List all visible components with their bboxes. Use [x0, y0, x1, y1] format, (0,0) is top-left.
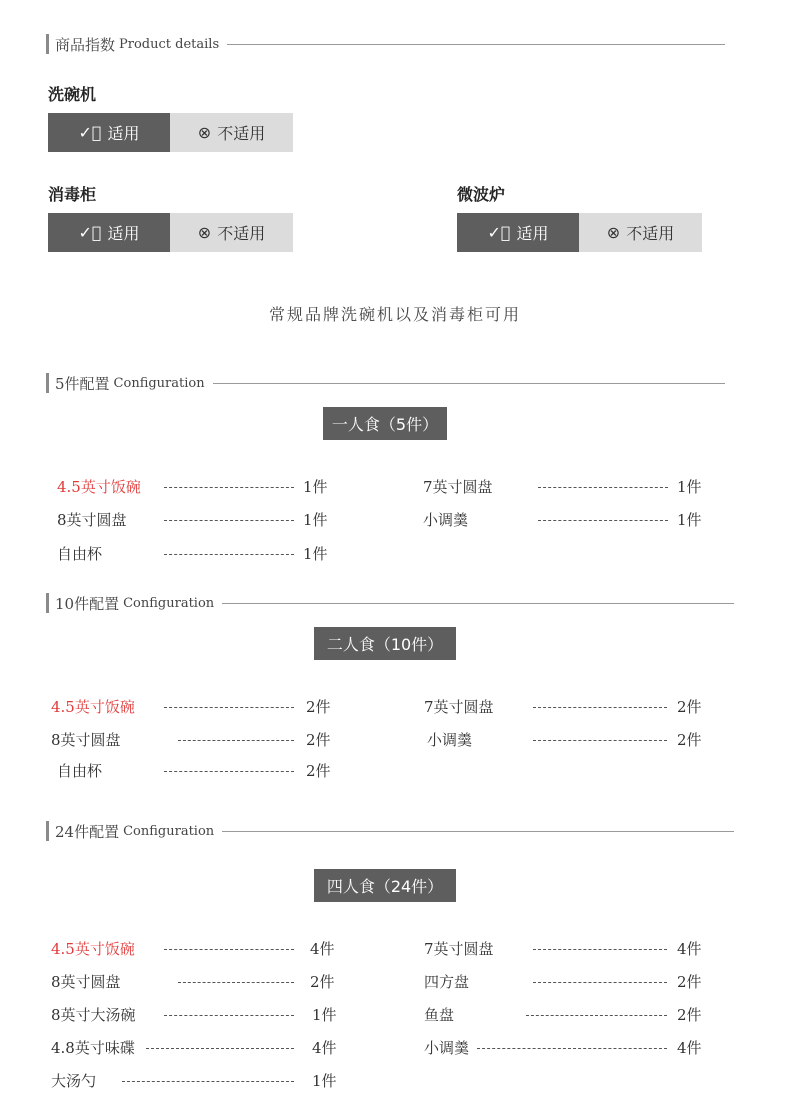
leader-dots: [178, 982, 294, 983]
item-qty: 1件: [312, 1072, 337, 1090]
cross-circle-icon: ⊗: [606, 223, 621, 242]
item-qty: 2件: [677, 731, 702, 749]
dishwasher-label: 洗碗机: [48, 85, 97, 104]
item-name: 小调羹: [423, 511, 469, 529]
leader-dots: [164, 707, 294, 708]
item-qty: 2件: [677, 1006, 702, 1024]
microwave-no-option: [579, 213, 702, 252]
sterilizer-no-option: [170, 213, 293, 252]
item-name: 8英寸圆盘: [57, 511, 127, 529]
dishwasher-yes-label: 适用: [107, 124, 140, 143]
item-name: 7英寸圆盘: [423, 478, 493, 496]
leader-dots: [164, 554, 294, 555]
section-title-zh: 商品指数: [55, 35, 116, 54]
item-name: 小调羹: [424, 1039, 470, 1057]
dishwasher-yes-option: [48, 113, 170, 152]
leader-dots: [526, 1015, 667, 1016]
item-qty: 2件: [306, 762, 331, 780]
item-name: 自由杯: [57, 762, 103, 780]
leader-dots: [178, 740, 294, 741]
cross-circle-icon: ⊗: [197, 123, 212, 142]
item-name: 鱼盘: [424, 1006, 455, 1024]
microwave-yes-option: [457, 213, 579, 252]
dishwasher-no-label: 不适用: [217, 124, 266, 143]
item-name: 4.5英寸饭碗: [51, 698, 135, 716]
sterilizer-yes-option: [48, 213, 170, 252]
item-name: 小调羹: [427, 731, 473, 749]
item-qty: 2件: [306, 698, 331, 716]
section-rule: [222, 831, 734, 832]
set-size-pill: 二人食（10件）: [314, 627, 456, 660]
item-qty: 2件: [677, 698, 702, 716]
section-header-product-details: [46, 33, 725, 55]
check-circle-icon: ✓⃝: [487, 223, 511, 242]
item-qty: 1件: [303, 478, 328, 496]
item-qty: 1件: [312, 1006, 337, 1024]
item-qty: 2件: [677, 973, 702, 991]
sterilizer-yes-label: 适用: [107, 224, 140, 243]
item-name: 4.5英寸饭碗: [57, 478, 141, 496]
section-header-config-10: [46, 592, 734, 614]
microwave-toggle: [457, 213, 702, 252]
leader-dots: [146, 1048, 294, 1049]
section-title-zh: 10件配置: [55, 594, 120, 613]
microwave-yes-label: 适用: [516, 224, 549, 243]
leader-dots: [164, 771, 294, 772]
leader-dots: [164, 487, 294, 488]
compatibility-notice: 常规品牌洗碗机以及消毒柜可用: [268, 305, 521, 324]
item-name: 大汤勺: [51, 1072, 97, 1090]
section-rule: [213, 383, 725, 384]
sterilizer-label: 消毒柜: [48, 185, 97, 204]
leader-dots: [533, 982, 667, 983]
section-accent-bar: [46, 593, 49, 613]
item-qty: 1件: [677, 478, 702, 496]
item-qty: 1件: [677, 511, 702, 529]
item-qty: 4件: [310, 940, 335, 958]
leader-dots: [533, 707, 667, 708]
leader-dots: [538, 487, 668, 488]
item-qty: 4件: [677, 940, 702, 958]
section-accent-bar: [46, 373, 49, 393]
item-name: 7英寸圆盘: [424, 698, 494, 716]
section-accent-bar: [46, 34, 49, 54]
item-name: 7英寸圆盘: [424, 940, 494, 958]
dishwasher-no-option: [170, 113, 293, 152]
leader-dots: [533, 740, 667, 741]
item-name: 4.5英寸饭碗: [51, 940, 135, 958]
item-name: 自由杯: [57, 545, 103, 563]
microwave-no-label: 不适用: [626, 224, 675, 243]
section-title-en: Configuration: [123, 595, 215, 611]
item-qty: 2件: [306, 731, 331, 749]
sterilizer-toggle: [48, 213, 293, 252]
leader-dots: [164, 1015, 294, 1016]
sterilizer-no-label: 不适用: [217, 224, 266, 243]
item-qty: 4件: [677, 1039, 702, 1057]
section-title-zh: 24件配置: [55, 822, 120, 841]
dishwasher-toggle: [48, 113, 293, 152]
item-name: 四方盘: [424, 973, 470, 991]
item-name: 8英寸大汤碗: [51, 1006, 136, 1024]
section-title-en: Configuration: [113, 375, 205, 391]
leader-dots: [164, 520, 294, 521]
section-title-en: Product details: [119, 36, 220, 52]
leader-dots: [538, 520, 668, 521]
section-title-zh: 5件配置: [55, 374, 110, 393]
check-circle-icon: ✓⃝: [78, 223, 102, 242]
item-name: 8英寸圆盘: [51, 731, 121, 749]
section-accent-bar: [46, 821, 49, 841]
item-qty: 1件: [303, 545, 328, 563]
set-size-pill: 四人食（24件）: [314, 869, 456, 902]
item-name: 4.8英寸味碟: [51, 1039, 135, 1057]
microwave-label: 微波炉: [457, 185, 506, 204]
item-name: 8英寸圆盘: [51, 973, 121, 991]
cross-circle-icon: ⊗: [197, 223, 212, 242]
section-header-config-5: [46, 372, 725, 394]
item-qty: 4件: [312, 1039, 337, 1057]
section-header-config-24: [46, 820, 734, 842]
section-rule: [222, 603, 734, 604]
item-qty: 1件: [303, 511, 328, 529]
item-qty: 2件: [310, 973, 335, 991]
section-rule: [227, 44, 725, 45]
check-circle-icon: ✓⃝: [78, 123, 102, 142]
leader-dots: [477, 1048, 667, 1049]
section-title-en: Configuration: [123, 823, 215, 839]
leader-dots: [164, 949, 294, 950]
leader-dots: [533, 949, 667, 950]
set-size-pill: 一人食（5件）: [323, 407, 447, 440]
leader-dots: [122, 1081, 294, 1082]
